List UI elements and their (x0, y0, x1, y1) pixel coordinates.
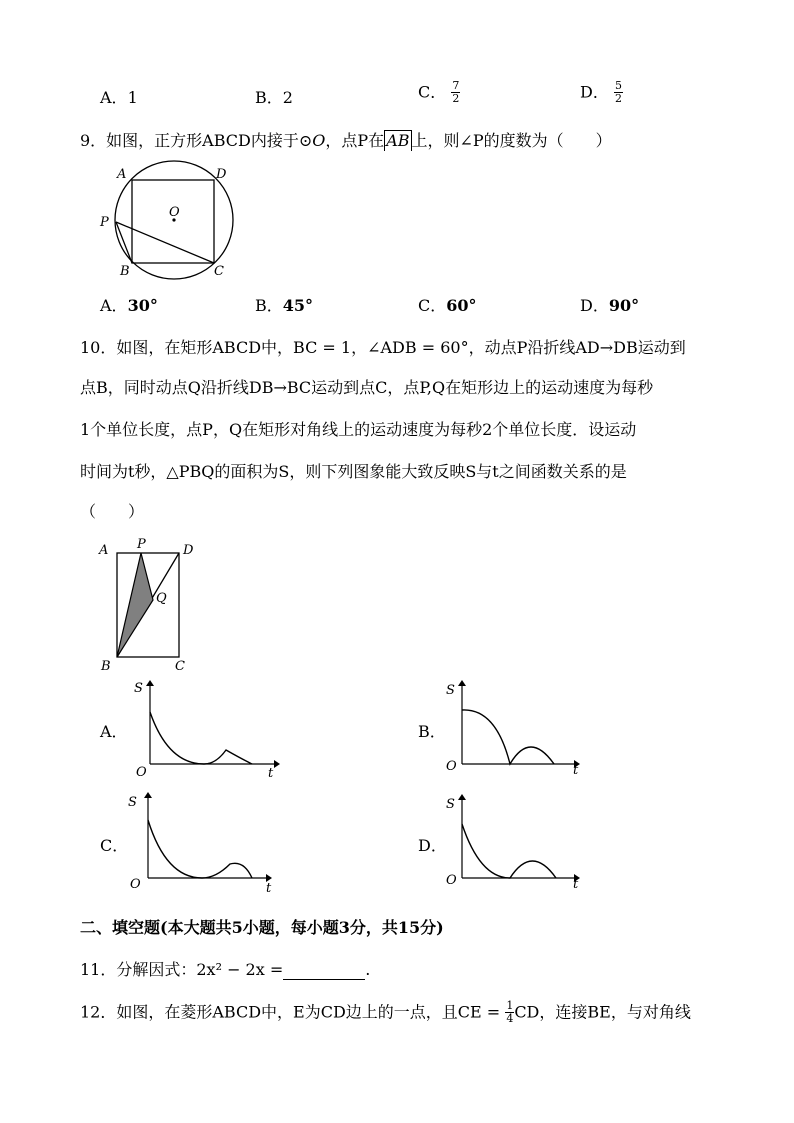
s-label: S (446, 683, 455, 698)
label-c: C (175, 659, 185, 674)
q10-line-2: 点B，同时动点Q沿折线DB→BC运动到点C，点P,Q在矩形边上的运动速度为每秒 (80, 378, 654, 397)
label-a: A (117, 167, 127, 182)
triangle-pbq (117, 553, 153, 657)
q10-option-b-graph (440, 678, 592, 778)
q9-figure (95, 160, 255, 280)
q8-option-c (418, 80, 460, 105)
option-label: D． (580, 296, 609, 315)
option-label: A． (100, 88, 128, 107)
s-axis-arrow (146, 680, 154, 686)
q10-figure (95, 530, 205, 678)
option-value: 45° (282, 296, 314, 315)
label-o: O (169, 205, 180, 220)
option-label: C． (418, 82, 447, 102)
q9-option-c (418, 296, 477, 316)
option-label: B． (255, 296, 283, 315)
curve (462, 710, 554, 764)
fraction (451, 80, 460, 105)
q10-option-a-label: A． (100, 722, 128, 741)
s-label: S (134, 681, 143, 696)
q10-option-d-graph (440, 792, 592, 892)
q8-option-d (580, 80, 623, 105)
fraction (614, 80, 623, 105)
t-label: t (573, 877, 579, 892)
label-d: D (216, 167, 227, 182)
s-label: S (446, 797, 455, 812)
option-value: 60° (446, 296, 477, 315)
q10-line-5: （ ） (80, 502, 145, 521)
curve (462, 824, 556, 878)
arc-label: AB (386, 131, 410, 150)
label-d: D (183, 543, 194, 558)
q10-option-c-label: C． (100, 836, 129, 855)
q10-option-b-label: B． (418, 722, 446, 741)
option-value: 2 (282, 88, 293, 107)
o-label: O (136, 765, 147, 778)
option-label: A． (100, 296, 128, 315)
s-axis-arrow (144, 792, 152, 798)
o-label: O (446, 873, 457, 888)
t-label: t (573, 763, 579, 778)
q10-line-3: 1个单位长度，点P，Q在矩形对角线上的运动速度为每秒2个单位长度．设运动 (80, 420, 637, 439)
q9-prefix: 9．如图，正方形ABCD内接于⊙ (80, 131, 313, 150)
q10-option-c-graph (126, 790, 278, 894)
label-a: A (99, 543, 109, 558)
circle-name: O (312, 131, 326, 150)
q9-option-a (100, 296, 158, 316)
o-label: O (130, 877, 141, 892)
q9-stem (80, 130, 612, 151)
q8-option-a (100, 88, 138, 108)
o-label: O (446, 759, 457, 774)
q10-line-4: 时间为t秒，△PBQ的面积为S，则下列图象能大致反映S与t之间函数关系的是 (80, 462, 627, 481)
q9-suffix: 上，则∠P的度数为（ ） (411, 131, 612, 150)
q11-end: . (365, 960, 371, 979)
q12 (80, 1000, 691, 1025)
q10-line-1: 10．如图，在矩形ABCD中，BC = 1，∠ADB = 60°，动点P沿折线AD→DB运动到 (80, 338, 686, 357)
option-label: D． (580, 82, 609, 102)
square-abcd (132, 180, 214, 263)
option-value: 30° (127, 296, 158, 315)
option-value: 1 (127, 88, 138, 107)
s-label: S (128, 795, 137, 810)
curve (148, 820, 252, 878)
label-b: B (120, 264, 130, 279)
q11 (80, 960, 370, 980)
section-heading: 二、填空题(本大题共5小题，每小题3分，共15分) (80, 918, 444, 937)
curve (150, 712, 252, 764)
q9-mid: ，点P在 (325, 131, 385, 150)
numerator: 1 (506, 999, 514, 1012)
label-c: C (214, 264, 224, 279)
option-value: 90° (608, 296, 640, 315)
label-b: B (101, 659, 111, 674)
q12-suffix: CD，连接BE，与对角线 (514, 1002, 691, 1022)
label-p: P (137, 537, 146, 552)
q9-option-d (580, 296, 639, 316)
t-axis-arrow (274, 760, 280, 768)
s-axis-arrow (458, 680, 466, 686)
answer-blank[interactable] (283, 965, 365, 980)
t-label: t (268, 766, 274, 778)
q11-text: 11．分解因式：2x² − 2x = (80, 960, 284, 979)
segment-pc (116, 222, 214, 263)
s-axis-arrow (458, 794, 466, 800)
option-label: B． (255, 88, 283, 107)
numerator: 5 (614, 79, 622, 92)
denominator: 4 (506, 1012, 514, 1025)
label-p: P (100, 215, 109, 230)
label-q: Q (156, 591, 167, 606)
q10-option-d-label: D． (418, 836, 447, 855)
q12-prefix: 12．如图，在菱形ABCD中，E为CD边上的一点，且CE = (80, 1002, 501, 1022)
denominator: 2 (452, 92, 460, 105)
numerator: 7 (452, 79, 460, 92)
t-label: t (266, 881, 272, 894)
fraction (505, 1000, 514, 1025)
denominator: 2 (614, 92, 622, 105)
q8-option-b (255, 88, 293, 108)
q10-option-a-graph (128, 678, 280, 778)
option-label: C． (418, 296, 447, 315)
q9-option-b (255, 296, 313, 316)
